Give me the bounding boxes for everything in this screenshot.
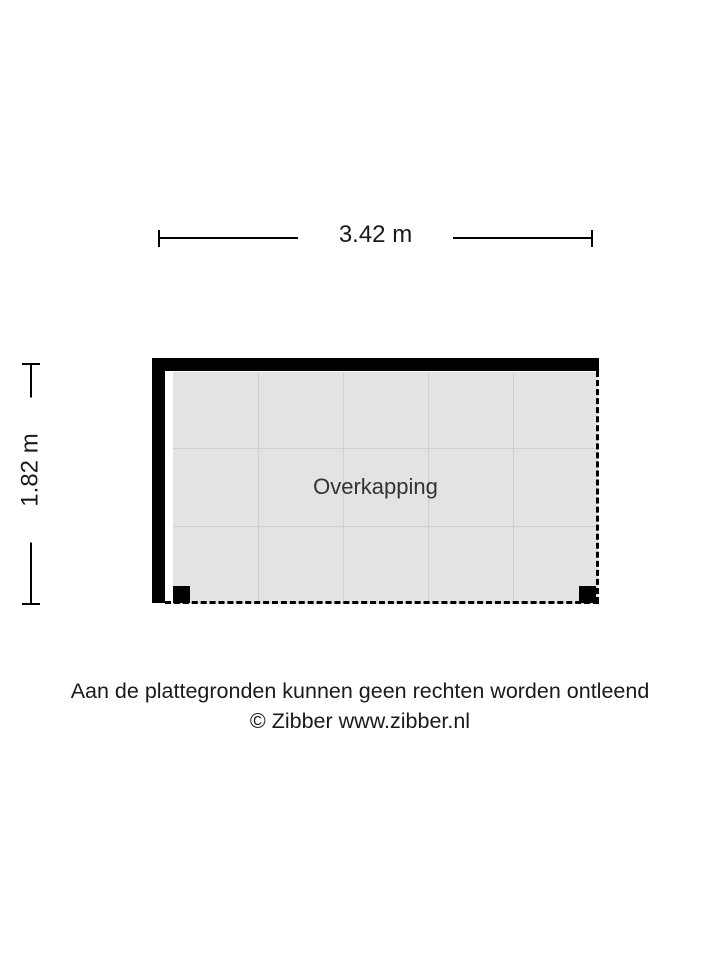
width-dimension-cap-right — [591, 230, 593, 247]
pillar-right — [579, 586, 596, 603]
open-side-bottom — [165, 601, 599, 604]
room-overkapping — [152, 358, 599, 605]
footer-copyright: © Zibber www.zibber.nl — [249, 709, 471, 733]
room-label: Overkapping — [313, 474, 438, 499]
width-dimension-label: 3.42 m — [298, 219, 453, 251]
height-dimension-cap-bottom — [22, 603, 40, 605]
grid-line-horizontal — [173, 448, 598, 449]
footer-disclaimer: Aan de plattegronden kunnen geen rechten worden ontleend — [70, 679, 650, 703]
wall-top — [152, 358, 599, 371]
grid-line-horizontal — [173, 526, 598, 527]
footer — [0, 676, 720, 736]
height-dimension — [10, 363, 50, 605]
height-dimension-label: 1.82 m — [14, 398, 48, 543]
width-dimension — [158, 221, 593, 256]
pillar-left — [173, 586, 190, 603]
